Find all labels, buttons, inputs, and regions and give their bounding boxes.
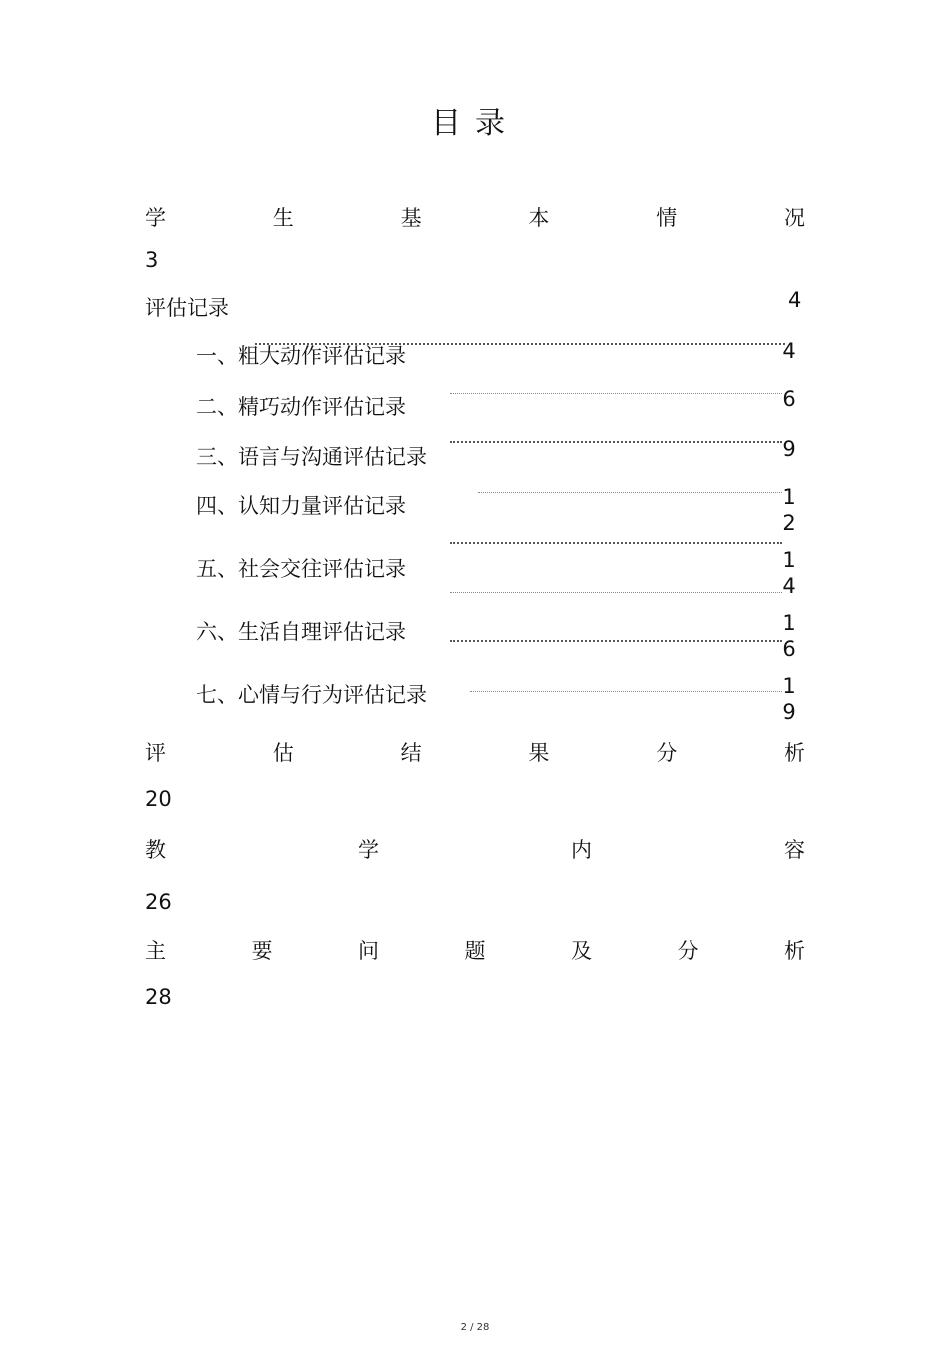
toc-sub-entry-2[interactable]: 二、精巧动作评估记录 (196, 395, 406, 419)
toc-sub-entry-6[interactable]: 六、生活自理评估记录 (196, 620, 406, 644)
toc-entry-assessment[interactable]: 评估记录 (145, 296, 229, 320)
toc-char: 容 (784, 838, 805, 862)
toc-char: 教 (145, 838, 166, 862)
toc-page-teaching-content: 26 (145, 890, 172, 914)
toc-leader-dots (450, 640, 782, 642)
toc-char: 及 (571, 939, 592, 963)
toc-entry-result-analysis[interactable] (145, 737, 805, 767)
toc-sub-entry-1[interactable]: 一、粗大动作评估记录 (196, 344, 406, 368)
toc-sub-entry-7[interactable]: 七、心情与行为评估记录 (196, 683, 427, 707)
toc-char: 果 (528, 741, 550, 765)
toc-char: 生 (272, 206, 294, 230)
toc-char: 分 (656, 741, 678, 765)
toc-char: 估 (272, 741, 294, 765)
toc-sub-page-2: 6 (782, 387, 796, 411)
toc-char: 况 (783, 206, 805, 230)
toc-page-result-analysis: 20 (145, 787, 172, 811)
toc-sub-page-1: 4 (782, 339, 796, 363)
toc-char: 要 (251, 939, 273, 963)
toc-sub-page-6: 1 6 (782, 611, 796, 661)
toc-char: 评 (145, 741, 166, 765)
toc-char: 学 (145, 206, 166, 230)
toc-entry-main-problems[interactable] (145, 935, 805, 965)
toc-char: 析 (783, 741, 805, 765)
toc-char: 结 (400, 741, 422, 765)
toc-char: 学 (358, 838, 379, 862)
toc-char: 问 (358, 939, 379, 963)
toc-char: 主 (145, 939, 166, 963)
toc-char: 分 (677, 939, 699, 963)
toc-leader-dots (450, 542, 782, 544)
toc-page-basic-info: 3 (145, 248, 159, 272)
toc-sub-page-4: 1 2 (782, 485, 796, 535)
page-title: 目录 (431, 106, 519, 141)
toc-sub-page-5: 1 4 (782, 548, 796, 598)
toc-entry-teaching-content[interactable] (145, 834, 805, 864)
page-footer: 2 / 28 (460, 1322, 490, 1333)
toc-page-assessment: 4 (788, 288, 802, 312)
toc-leader-dots (450, 592, 782, 593)
toc-entry-basic-info[interactable] (145, 202, 805, 232)
toc-leader-dots (470, 691, 782, 692)
toc-char: 析 (784, 939, 805, 963)
toc-page-main-problems: 28 (145, 985, 172, 1009)
toc-leader-dots (478, 492, 782, 493)
toc-sub-page-7: 1 9 (782, 674, 796, 724)
toc-char: 题 (464, 939, 486, 963)
toc-char: 内 (571, 838, 592, 862)
toc-leader-dots (450, 393, 782, 394)
toc-sub-entry-4[interactable]: 四、认知力量评估记录 (196, 494, 406, 518)
toc-char: 本 (528, 206, 550, 230)
toc-sub-entry-5[interactable]: 五、社会交往评估记录 (196, 557, 406, 581)
toc-leader-dots (450, 441, 782, 443)
toc-sub-entry-3[interactable]: 三、语言与沟通评估记录 (196, 445, 427, 469)
toc-char: 基 (400, 206, 422, 230)
toc-char: 情 (656, 206, 678, 230)
toc-sub-page-3: 9 (782, 437, 796, 461)
